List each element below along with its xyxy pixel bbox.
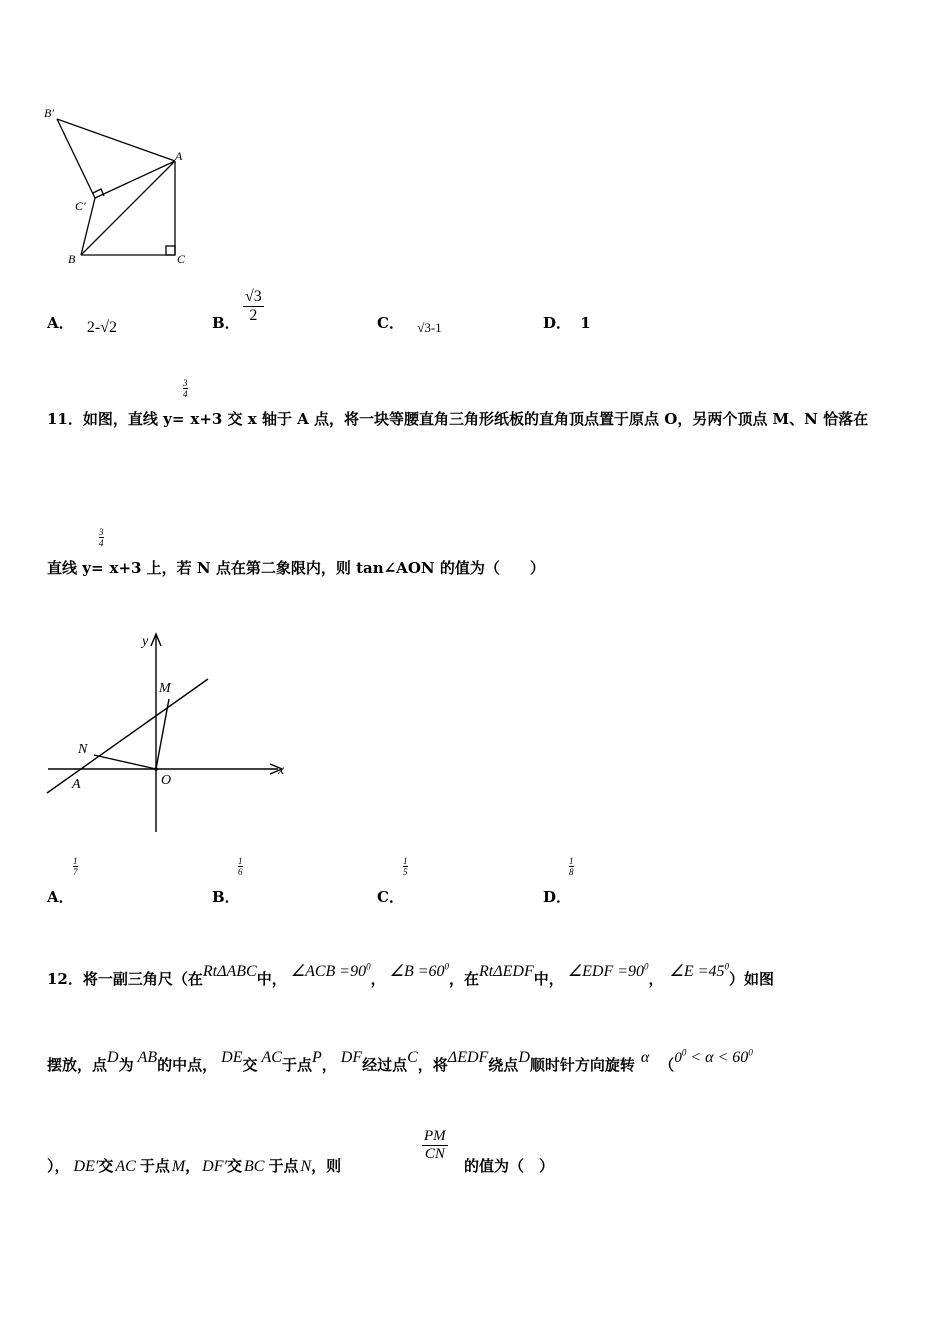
q10-option-d[interactable]: D． 1	[543, 314, 591, 332]
point-a-label: A	[72, 777, 81, 792]
q11-option-d[interactable]: D．	[543, 888, 572, 906]
label-b: B	[68, 252, 76, 266]
q11-stem-line1: 11．如图，直线 y= x+3 交 x 轴于 A 点，将一块等腰直角三角形纸板的直角顶点置于原点 O，另两个顶点 M、N 恰落在	[47, 410, 869, 428]
q12-fraction-pm-cn: $\frac{PM}{CN}$	[424, 1128, 446, 1162]
q10-option-b-value: $\frac{√3}{2}$	[245, 288, 262, 324]
q11-option-a-value: 1 7	[73, 856, 78, 877]
q11-fraction-1: 3 4	[183, 378, 188, 399]
point-n-label: N	[78, 742, 88, 757]
q11-option-d-value: 1 8	[569, 856, 574, 877]
q11-option-b-value: 1 6	[238, 856, 243, 877]
q11-stem-line2: 直线 y= x+3 上，若 N 点在第二象限内，则 tan∠AON 的值为（ ）	[47, 559, 545, 577]
q11-option-b[interactable]: B．	[212, 888, 240, 906]
q11-option-a[interactable]: A．	[47, 888, 74, 906]
label-c: C	[177, 252, 186, 266]
q11-fraction-2: 3 4	[99, 527, 104, 548]
q11-option-c[interactable]: C．	[377, 888, 404, 906]
q12-stem-line1: 12．将一副三角尺（在RtΔABC中， ∠ACB $=90^0$， ∠B $=60^0$，在RtΔEDF中， ∠EDF $=90^0$， ∠E $=45^0$）如图	[47, 961, 774, 988]
label-c-prime: C′	[75, 199, 86, 213]
label-a: A	[175, 149, 183, 163]
label-b-prime: B′	[44, 106, 54, 120]
coordinate-figure	[44, 630, 294, 835]
axis-x-label: x	[278, 763, 285, 778]
triangle-figure	[40, 100, 200, 270]
q10-option-c[interactable]: C． √3-1	[377, 314, 442, 335]
q12-stem-line2: 摆放，点D为 AB的中点， DE交 AC于点P， DF经过点C，将ΔEDF绕点D顺时针方向旋转 α （$0^0 < \alpha < 60^0$	[47, 1047, 753, 1074]
point-o-label: O	[161, 773, 172, 788]
axis-y-label: y	[142, 634, 149, 649]
q10-option-a[interactable]: A． 2-√2	[47, 314, 117, 336]
point-m-label: M	[159, 681, 171, 696]
q11-option-c-value: 1 5	[403, 856, 408, 877]
q12-stem-line3-end: 的值为（ ）	[464, 1157, 555, 1175]
q10-option-b[interactable]: B．	[212, 314, 240, 332]
q12-stem-line3: ）， DE′交 AC 于点 M， DF′交 BC 于点 N，则	[47, 1157, 342, 1175]
